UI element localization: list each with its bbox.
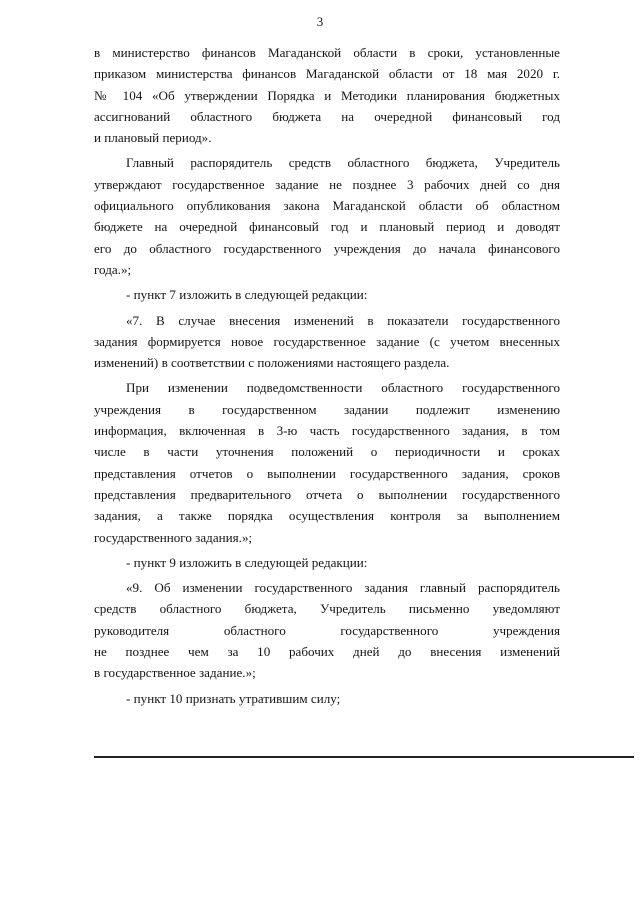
text-line: числе в части уточнения положений о периодичности и сроках <box>94 444 560 460</box>
scan-edge-line <box>94 756 634 758</box>
text-line: задания, а также порядка осуществления контроля за выполнением <box>94 508 560 524</box>
paragraph-subordination-change <box>94 377 560 547</box>
text-line: Главный распорядитель средств областного бюджета, Учредитель <box>126 155 560 171</box>
text-line: задания формируется новое государственное задание (с учетом внесенных <box>94 333 560 349</box>
page-number: 3 <box>316 14 324 29</box>
text-line: в министерство финансов Магаданской области в сроки, установленные <box>94 45 560 60</box>
text-line: государственного задания.»; <box>94 529 253 545</box>
text-line: информация, включенная в 3-ю часть государственного задания, в том <box>94 423 560 439</box>
text-line: изменений) в соответствии с положениями настоящего раздела. <box>94 355 450 371</box>
text-line: не позднее чем за 10 рабочих дней до внесения изменений <box>94 644 560 660</box>
text-line: официального опубликования закона Магаданской области об областном <box>94 198 560 214</box>
text-line: представления предварительного отчета о выполнении государственного <box>94 486 560 502</box>
text-line: «7. В случае внесения изменений в показатели государственного <box>126 312 560 328</box>
text-line: и плановый период». <box>94 130 212 146</box>
text-line: бюджете на очередной финансовый год и плановый период и доводят <box>94 219 560 235</box>
text-line: При изменении подведомственности областного государственного <box>126 380 560 396</box>
text-line: - пункт 10 признать утратившим силу; <box>126 690 341 706</box>
text-line: средств областного бюджета, Учредитель письменно уведомляют <box>94 601 560 617</box>
paragraph-item-7-text <box>94 310 560 374</box>
text-line: представления отчетов о выполнении государственного задания, сроков <box>94 465 560 481</box>
text-line: утверждают государственное задание не позднее 3 рабочих дней со дня <box>94 176 560 192</box>
paragraph-item-7-instruction <box>94 284 560 305</box>
text-line: - пункт 7 изложить в следующей редакции: <box>126 287 368 303</box>
text-line: года.»; <box>94 261 132 277</box>
text-line: учреждения в государственном задании подлежит изменению <box>94 401 560 417</box>
paragraph-item-9-instruction <box>94 552 560 573</box>
paragraph-approval-deadline <box>94 152 560 280</box>
text-line: № 104 «Об утверждении Порядка и Методики планирования бюджетных <box>94 87 560 103</box>
text-line: приказом министерства финансов Магаданской области от 18 мая 2020 г. <box>94 66 560 82</box>
text-line: руководителя областного государственного учреждения <box>94 622 560 638</box>
paragraph-budget-methodology <box>94 42 560 148</box>
text-line: ассигнований областного бюджета на очередной финансовый год <box>94 108 560 124</box>
text-line: в государственное задание.»; <box>94 665 256 681</box>
paragraph-item-9-text <box>94 577 560 683</box>
text-line: его до областного государственного учреждения до начала финансового <box>94 240 560 256</box>
text-line: - пункт 9 изложить в следующей редакции: <box>126 554 368 570</box>
document-body <box>94 42 560 709</box>
text-line: «9. Об изменении государственного задания главный распорядитель <box>126 580 560 596</box>
paragraph-item-10-instruction <box>94 688 560 709</box>
